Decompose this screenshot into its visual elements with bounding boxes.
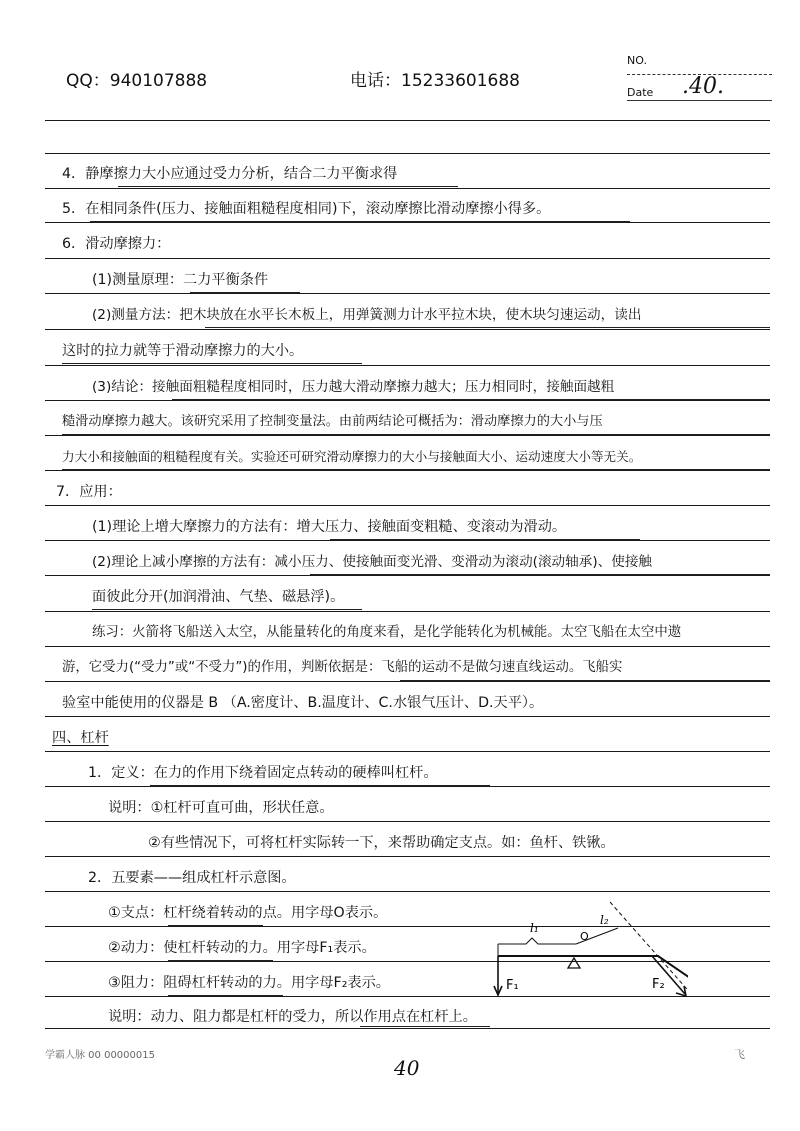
note-line-rolling-friction: 5．在相同条件(压力、接触面粗糙程度相同)下，滚动摩擦比滑动摩擦小得多。 <box>62 201 551 217</box>
ruled-line <box>45 891 770 892</box>
ruled-line <box>45 188 770 189</box>
note-line-exercise: 练习：火箭将飞船送入太空，从能量转化的角度来看，是化学能转化为机械能。太空飞船在太空中遨 <box>92 625 682 640</box>
note-line-conclusion-cont1: 糙滑动摩擦力越大。该研究采用了控制变量法。由前两结论可概括为：滑动摩擦力的大小与压 <box>62 414 603 429</box>
note-line-fulcrum: ①支点：杠杆绕着转动的点。用字母O表示。 <box>108 905 388 921</box>
ruled-line <box>45 575 770 576</box>
footer-right-text: 飞 <box>734 1048 745 1061</box>
ruled-line <box>45 821 770 822</box>
underline <box>310 574 770 575</box>
section-heading-lever: 四、杠杆 <box>52 730 109 746</box>
footer-left-text: 学霸人脉 00 00000015 <box>45 1050 155 1061</box>
ruled-line <box>45 365 770 366</box>
underline <box>400 680 770 681</box>
underline <box>330 539 640 540</box>
underline <box>172 399 770 400</box>
note-line-effort: ②动力：使杠杆转动的力。用字母F₁表示。 <box>108 940 376 956</box>
note-line-exercise-cont1: 游，它受力(“受力”或“不受力”)的作用，判断依据是：飞船的运动不是做匀速直线运动。飞船实 <box>62 660 623 675</box>
ruled-line <box>45 400 770 401</box>
note-line-measure-method: (2)测量方法：把木块放在水平长木板上，用弹簧测力计水平拉木块，使木块匀速运动，读出 <box>92 307 642 323</box>
underline <box>205 327 770 328</box>
underline <box>62 469 770 470</box>
date-rule <box>627 100 772 101</box>
ruled-line <box>45 716 770 717</box>
note-line-conclusion: (3)结论：接触面粗糙程度相同时，压力越大滑动摩擦力越大；压力相同时，接触面越粗 <box>92 379 615 395</box>
ruled-line <box>45 153 770 154</box>
ruled-line <box>45 435 770 436</box>
l1-label: l₁ <box>530 921 539 935</box>
f1-label: F₁ <box>506 978 519 993</box>
fulcrum-label: O <box>580 930 589 943</box>
ruled-line <box>45 856 770 857</box>
note-line-five-elements: 2．五要素——组成杠杆示意图。 <box>88 870 296 886</box>
underline <box>190 292 300 293</box>
ruled-line <box>45 120 770 121</box>
qq-contact: QQ：940107888 <box>66 71 208 91</box>
phone-contact: 电话：15233601688 <box>350 71 520 91</box>
ruled-line <box>45 470 770 471</box>
note-line-lever-note2: ②有些情况下，可将杠杆实际转一下，来帮助确定支点。如：鱼杆、铁锹。 <box>148 835 615 851</box>
note-line-increase-friction: (1)理论上增大摩擦力的方法有：增大压力、接触面变粗糙、变滚动为滑动。 <box>92 519 567 535</box>
ruled-line <box>45 222 770 223</box>
ruled-line <box>45 681 770 682</box>
underline <box>360 1026 490 1027</box>
lever-diagram <box>488 896 688 1000</box>
ruled-line <box>45 751 770 752</box>
ruled-line <box>45 646 770 647</box>
note-line-lever-definition: 1．定义：在力的作用下绕着固定点转动的硬棒叫杠杆。 <box>88 765 438 781</box>
f2-arrowhead <box>676 986 686 996</box>
page-header <box>0 0 800 110</box>
l2-label: l₂ <box>600 913 609 927</box>
f2-label: F₂ <box>652 977 665 992</box>
ruled-line <box>45 1028 770 1029</box>
ruled-line <box>45 258 770 259</box>
note-line-measure-principle: (1)测量原理：二力平衡条件 <box>92 272 269 288</box>
underline <box>168 925 263 926</box>
ruled-line <box>45 293 770 294</box>
note-line-static-friction: 4．静摩擦力大小应通过受力分析，结合二力平衡求得 <box>62 166 398 182</box>
underline <box>118 186 458 187</box>
f2-line-of-action <box>610 902 688 996</box>
fulcrum-triangle <box>568 958 580 968</box>
note-line-resistance: ③阻力：阻碍杠杆转动的力。用字母F₂表示。 <box>108 975 390 991</box>
ruled-line <box>45 786 770 787</box>
l1-brace <box>498 938 576 944</box>
underline <box>168 995 283 996</box>
ruled-line <box>45 505 770 506</box>
note-line-measure-method-cont: 这时的拉力就等于滑动摩擦力的大小。 <box>62 343 304 359</box>
note-line-application-heading: 7．应用： <box>56 484 122 500</box>
underline <box>168 960 273 961</box>
underline <box>92 609 362 610</box>
note-line-lever-summary: 说明：动力、阻力都是杠杆的受力，所以作用点在杠杆上。 <box>108 1009 477 1025</box>
note-line-sliding-friction-heading: 6．滑动摩擦力： <box>62 236 171 252</box>
underline <box>62 434 770 435</box>
note-line-exercise-cont2: 验室中能使用的仪器是 B （A.密度计、B.温度计、C.水银气压计、D.天平）。 <box>62 695 544 711</box>
note-line-lever-note1: 说明：①杠杆可直可曲，形状任意。 <box>108 800 334 816</box>
ruled-line <box>45 611 770 612</box>
underline <box>150 785 490 786</box>
date-label: Date <box>627 86 654 99</box>
ruled-line <box>45 540 770 541</box>
number-label: NO. <box>627 54 647 67</box>
ruled-line <box>45 329 770 330</box>
note-line-reduce-friction-cont: 面彼此分开(加润滑油、气垫、磁悬浮)。 <box>92 589 345 605</box>
page-number: 40 <box>394 1056 420 1080</box>
note-line-conclusion-cont2: 力大小和接触面的粗糙程度有关。实验还可研究滑动摩擦力的大小与接触面大小、运动速度大小等无关。 <box>62 449 642 464</box>
underline <box>62 363 362 364</box>
note-line-reduce-friction: (2)理论上减小摩擦的方法有：减小压力、使接触面变光滑、变滑动为滚动(滚动轴承)、使接触 <box>92 554 653 570</box>
underline <box>90 221 630 222</box>
date-value: .40. <box>682 74 724 99</box>
